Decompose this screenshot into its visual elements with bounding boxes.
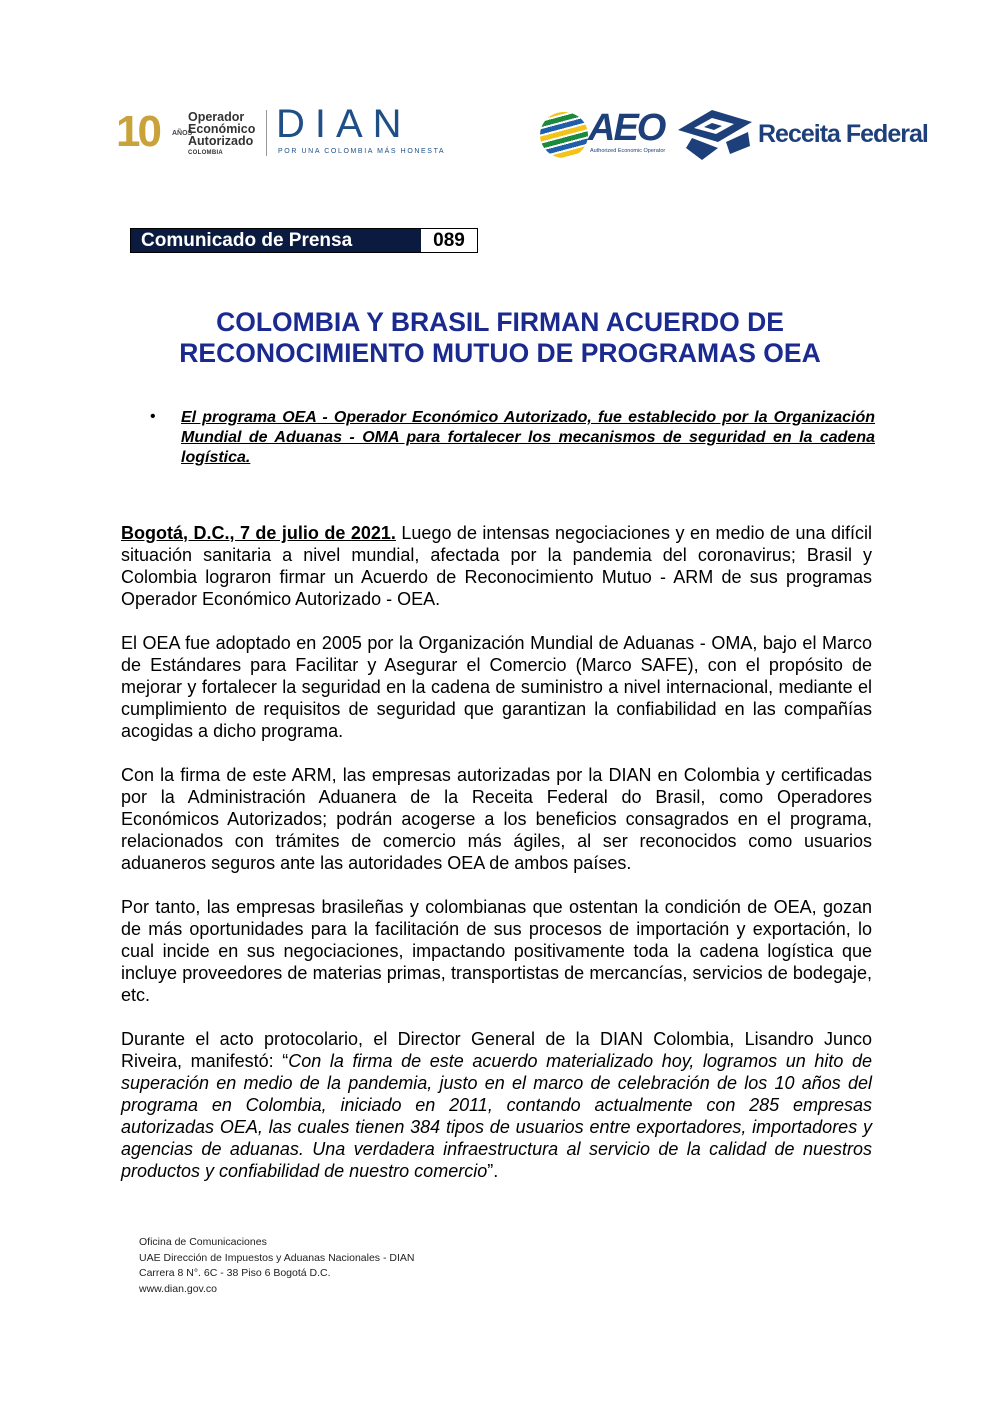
dateline: Bogotá, D.C., 7 de julio de 2021. [121, 523, 396, 543]
paragraph-4: Por tanto, las empresas brasileñas y colombianas que ostentan la condición de OEA, gozan de más oportunidades para la facilitación de sus procesos de importación y exportación, lo cual incide en sus negociaciones, impactando positivamente toda la cadena logística que incluye proveedores de materias primas, transportistas de mercancías, servicios de bodegaje, etc. [121, 897, 872, 1005]
page-title [120, 307, 880, 369]
paragraph-1-text: Luego de intensas negociaciones y en medio de una difícil situación sanitaria a nivel mundial, afectada por la pandemia del coronavirus; Brasil y Colombia lograron firmar un Acuerdo de Reconocimiento Mutuo - ARM de sus programas Operador Económico Autorizado - OEA. [121, 523, 872, 609]
footer-website-link[interactable]: www.dian.gov.co [139, 1282, 218, 1295]
bullet-dot-icon: • [150, 408, 156, 425]
summary-bullet [150, 408, 875, 468]
footer-contact [139, 1235, 414, 1297]
logo-divider [266, 110, 267, 156]
aeo-globe-icon [540, 112, 588, 158]
summary-bullet-text: El programa OEA - Operador Económico Autorizado, fue establecido por la Organización Mundial de Aduanas - OMA para fortalecer los mecanismos de seguridad en la cadena logística. [181, 409, 875, 466]
footer-entity: UAE Dirección de Impuestos y Aduanas Nacionales - DIAN [139, 1251, 415, 1264]
paragraph-5-intro: Durante el acto protocolario, el Director General de la DIAN Colombia, Lisandro Junco Riveira, manifestó: “ [121, 1029, 872, 1071]
anniversary-number: 10 [116, 107, 159, 156]
oea-line-3: Autorizado [188, 134, 254, 148]
footer-address: Carrera 8 N°. 6C - 38 Piso 6 Bogotá D.C. [139, 1267, 331, 1279]
article-body [121, 522, 872, 1204]
paragraph-5-end: ”. [487, 1161, 499, 1181]
paragraph-1 [121, 522, 872, 610]
director-quote: Con la firma de este acuerdo materializado hoy, logramos un hito de superación en medio de la pandemia, justo en el marco de celebración de los 10 años del programa en Colombia, iniciado en 2011, contando actualmente con 285 empresas autorizadas OEA, las cuales tienen 384 tipos de usuarios entre exportadores, importadores y agencias de aduanas. Una verdadera infraestructura al servicio de la calidad de nuestros productos y confiabilidad de nuestro comercio [121, 1051, 872, 1181]
logo-dian-oea [116, 102, 451, 158]
oea-country: COLOMBIA [188, 150, 224, 156]
page-title-line-1: COLOMBIA Y BRASIL FIRMAN ACUERDO DE [216, 307, 784, 337]
footer-office: Oficina de Comunicaciones [139, 1236, 267, 1248]
aeo-wordmark: AEO [588, 107, 665, 149]
dian-slogan: POR UNA COLOMBIA MÁS HONESTA [278, 148, 446, 155]
paragraph-5 [121, 1028, 872, 1182]
paragraph-3: Con la firma de este ARM, las empresas autorizadas por la DIAN en Colombia y certificadas por la Administración Aduanera de la Receita Federal do Brasil, como Operadores Económicos Autorizados; podrán acogerse a los beneficios consagrados en el programa, relacionados con trámites de comercio más ágiles, al ser reconocidos como usuarios aduaneros seguros ante las autoridades OEA de ambos países. [121, 765, 872, 873]
oea-line-1: Operador [188, 110, 245, 124]
press-release-label [130, 228, 478, 253]
paragraph-2: El OEA fue adoptado en 2005 por la Organización Mundial de Aduanas - OMA, bajo el Marco de Estándares para Facilitar y Asegurar el Comercio (Marco SAFE), con el propósito de mejorar y fortalecer la seguridad en la cadena de suministro a nivel internacional, mediante el cumplimiento de requisitos de seguridad que garantizan la confiabilidad en las compañías acogidas a dicho programa. [121, 633, 872, 741]
aeo-subtitle: Authorized Economic Operator [590, 148, 666, 154]
anniversary-logo [116, 107, 159, 156]
oea-colombia-text [188, 111, 255, 159]
page-title-line-2: RECONOCIMIENTO MUTUO DE PROGRAMAS OEA [179, 338, 821, 368]
anniversary-word: AÑOS [172, 130, 193, 137]
press-release-title: Comunicado de Prensa [131, 229, 421, 252]
oea-line-2: Económico [188, 122, 256, 136]
dian-wordmark: DIAN [276, 102, 412, 146]
receita-federal-emblem-icon [672, 108, 758, 160]
logo-aeo-receita [540, 107, 928, 160]
press-release-number: 089 [421, 229, 477, 252]
receita-federal-wordmark: Receita Federal [758, 120, 928, 148]
